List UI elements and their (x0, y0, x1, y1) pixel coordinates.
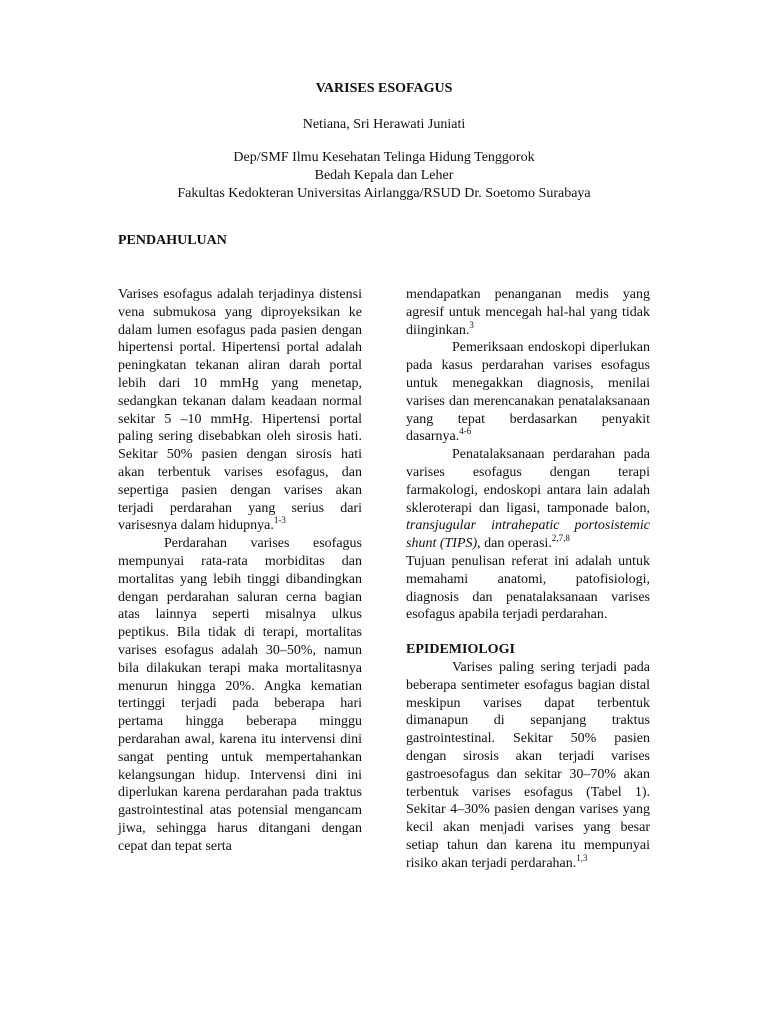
right-column (406, 286, 650, 873)
italic-term: transjugular intrahepatic portosistemic shunt (TIPS) (406, 518, 650, 552)
section-heading-pendahuluan: PENDAHULUAN (118, 233, 227, 248)
paragraph-right-4 (406, 553, 650, 624)
citation-superscript: 1-3 (273, 515, 286, 526)
paragraph-right-2 (406, 339, 650, 446)
paragraph-left-1 (118, 286, 362, 535)
paragraph-text: Perdarahan varises esofagus mempunyai rata-rata morbiditas dan mortalitas yang lebih tinggi dibandingkan dengan perdarahan saluran cerna bagian atas lainnya seperti misalnya ulkus peptikus. Bila tidak di terapi, mortalitas varises esofagus adalah 30–50%, namun bila dilakukan terapi maka mortalitasnya menurun hingga 20%. Angka kematian tertinggi terjadi pada beberapa hari pertama hingga beberapa minggu perdarahan awal, karena itu intervensi dini sangat penting untuk mempertahankan kelangsungan hidup. Intervensi dini ini diperlukan karena perdarahan pada traktus gastrointestinal atas potensial mengancam jiwa, sehingga harus ditangani dengan cepat dan tepat serta (118, 536, 362, 854)
paragraph-text: mendapatkan penanganan medis yang agresif untuk mencegah hal-hal yang tidak diinginkan. (406, 287, 650, 338)
affiliation-line-1: Dep/SMF Ilmu Kesehatan Telinga Hidung Tenggorok (233, 149, 535, 165)
paragraph-text: Penatalaksanaan perdarahan pada varises esofagus dengan terapi farmakologi, endoskopi antara lain adalah skleroterapi dan ligasi, tamponade balon, (406, 447, 650, 516)
paragraph-text: Varises paling sering terjadi pada beberapa sentimeter esofagus bagian distal meskipun varises dapat terbentuk dimanapun di sepanjang traktus gastrointestinal. Sekitar 50% pasien dengan sirosis akan terjadi varises gastroesofagus dan sekitar 30–70% akan terbentuk varises esofagus (Tabel 1). Sekitar 4–30% pasien dengan varises yang kecil akan menjadi varises yang besar setiap tahun dan karena itu mempunyai risiko akan terjadi perdarahan. (406, 659, 650, 871)
citation-superscript: 1,3 (576, 852, 588, 863)
paragraph-text: Varises esofagus adalah terjadinya distensi vena submukosa yang diproyeksikan ke dalam lumen esofagus pada pasien dengan hipertensi portal. Hipertensi portal adalah peningkatan tekanan aliran darah portal lebih dari 10 mmHg yang menetap, sedangkan tekanan dalam keadaan normal sekitar 5 –10 mmHg. Hipertensi portal paling sering disebabkan oleh sirosis hati. Sekitar 50% pasien dengan sirosis hati akan terbentuk varises esofagus, dan sepertiga pasien dengan varises akan terjadi perdarahan yang serius dari varisesnya dalam hidupnya. (118, 287, 362, 534)
paragraph-text: Pemeriksaan endoskopi diperlukan pada kasus perdarahan varises esofagus untuk menegakkan diagnosis, menilai varises dan merencanakan penatalaksanaan yang tepat berdasarkan penyakit dasarnya. (406, 340, 650, 445)
citation-superscript: 2,7,8 (551, 533, 570, 544)
paragraph-right-3 (406, 446, 650, 553)
paragraph-right-1 (406, 286, 650, 339)
paper-authors: Netiana, Sri Herawati Juniati (302, 116, 466, 132)
paragraph-text: Tujuan penulisan referat ini adalah untuk memahami anatomi, patofisiologi, diagnosis dan penatalaksanaan varises esofagus apabila terjadi perdarahan. (406, 553, 650, 623)
affiliation-line-3: Fakultas Kedokteran Universitas Airlangga/RSUD Dr. Soetomo Surabaya (177, 185, 591, 201)
affiliation-line-2: Bedah Kepala dan Leher (314, 167, 454, 183)
citation-superscript: 3 (469, 319, 474, 330)
paper-title: VARISES ESOFAGUS (315, 81, 453, 96)
paragraph-text: , dan operasi. (477, 536, 552, 552)
paper-affiliation (0, 149, 768, 203)
paragraph-left-2 (118, 535, 362, 855)
citation-superscript: 4-6 (459, 426, 472, 437)
paragraph-right-5 (406, 659, 650, 873)
left-column (118, 286, 362, 856)
section-heading-epidemiologi: EPIDEMIOLOGI (406, 642, 515, 658)
paper-header (0, 80, 768, 203)
